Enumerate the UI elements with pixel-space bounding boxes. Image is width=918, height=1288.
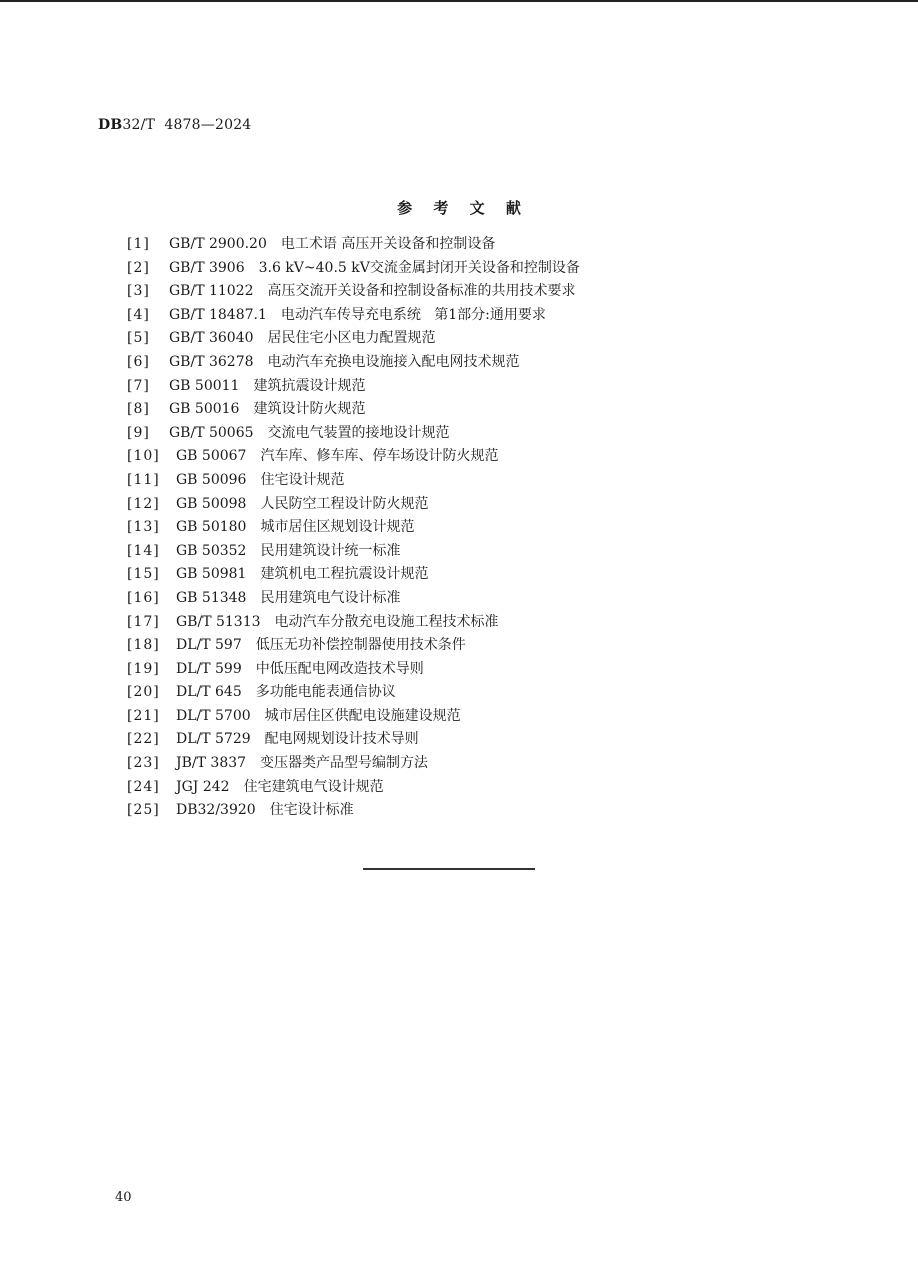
reference-number: [23] <box>127 755 160 772</box>
reference-code: GB 50352 <box>176 542 247 559</box>
reference-code: GB/T 36040 <box>169 330 254 347</box>
document-code-number: 32/T 4878—2024 <box>122 117 252 133</box>
reference-title: 高压交流开关设备和控制设备标准的共用技术要求 <box>267 283 576 300</box>
document-code-prefix: DB <box>98 117 123 133</box>
reference-number: [7] <box>127 377 150 394</box>
reference-number: [24] <box>127 778 160 795</box>
reference-item <box>127 469 580 493</box>
reference-title: 3.6 kV~40.5 kV交流金属封闭开关设备和控制设备 <box>258 259 580 276</box>
reference-title: 人民防空工程设计防火规范 <box>260 495 429 512</box>
reference-title: 城市居住区规划设计规范 <box>260 519 415 536</box>
reference-code: DB32/3920 <box>176 802 256 819</box>
reference-item <box>127 398 580 422</box>
top-border-line <box>0 0 918 2</box>
reference-code: DL/T 597 <box>176 637 242 654</box>
reference-title: 交流电气装置的接地设计规范 <box>267 424 450 441</box>
reference-title: 民用建筑电气设计标准 <box>260 589 401 606</box>
reference-code: GB/T 11022 <box>169 283 254 300</box>
reference-code: JGJ 242 <box>176 778 230 795</box>
reference-code: DL/T 645 <box>176 684 242 701</box>
reference-code: GB 50180 <box>176 519 247 536</box>
reference-item <box>127 233 580 257</box>
reference-number: [22] <box>127 731 160 748</box>
reference-item <box>127 705 580 729</box>
reference-number: [19] <box>127 660 160 677</box>
reference-number: [11] <box>127 471 160 488</box>
reference-code: DL/T 5729 <box>176 731 251 748</box>
reference-item <box>127 728 580 752</box>
reference-item <box>127 776 580 800</box>
reference-title: 中低压配电网改造技术导则 <box>255 660 424 677</box>
reference-item <box>127 634 580 658</box>
reference-item <box>127 351 580 375</box>
reference-number: [15] <box>127 566 160 583</box>
reference-item <box>127 658 580 682</box>
reference-title: 电动汽车分散充电设施工程技术标准 <box>274 613 499 630</box>
reference-item <box>127 563 580 587</box>
reference-code: GB/T 36278 <box>169 353 254 370</box>
reference-item <box>127 611 580 635</box>
reference-number: [10] <box>127 448 160 465</box>
reference-title: 电工术语 高压开关设备和控制设备 <box>280 236 496 252</box>
reference-code: GB 50981 <box>176 566 247 583</box>
reference-title: 低压无功补偿控制器使用技术条件 <box>255 637 466 654</box>
reference-code: GB/T 18487.1 <box>169 306 267 323</box>
reference-number: [9] <box>127 424 150 441</box>
reference-number: [2] <box>127 259 150 276</box>
reference-title: 汽车库、修车库、停车场设计防火规范 <box>260 448 499 465</box>
reference-item <box>127 540 580 564</box>
reference-title: 配电网规划设计技术导则 <box>264 731 419 748</box>
reference-title: 民用建筑设计统一标准 <box>260 542 401 559</box>
document-code-header <box>98 117 251 133</box>
reference-number: [3] <box>127 283 150 300</box>
reference-code: JB/T 3837 <box>176 755 247 772</box>
reference-title: 居民住宅小区电力配置规范 <box>267 330 436 347</box>
reference-code: GB/T 3906 <box>169 259 245 276</box>
reference-item <box>127 280 580 304</box>
reference-item <box>127 445 580 469</box>
reference-code: GB/T 51313 <box>176 613 261 630</box>
reference-number: [25] <box>127 802 160 819</box>
reference-title: 变压器类产品型号编制方法 <box>260 755 429 772</box>
reference-item <box>127 516 580 540</box>
reference-item <box>127 304 580 328</box>
reference-item <box>127 257 580 281</box>
reference-number: [12] <box>127 495 160 512</box>
reference-number: [16] <box>127 589 160 606</box>
reference-title: 住宅设计标准 <box>269 802 354 819</box>
reference-number: [6] <box>127 353 150 370</box>
reference-code: GB 50016 <box>169 401 240 418</box>
reference-number: [20] <box>127 684 160 701</box>
reference-item <box>127 422 580 446</box>
reference-title: 建筑设计防火规范 <box>253 401 366 418</box>
reference-item <box>127 327 580 351</box>
reference-code: GB/T 2900.20 <box>169 236 267 252</box>
reference-title: 建筑机电工程抗震设计规范 <box>260 566 429 583</box>
reference-number: [17] <box>127 613 160 630</box>
reference-code: GB 50096 <box>176 471 247 488</box>
reference-item <box>127 587 580 611</box>
page-number: 40 <box>115 1190 132 1205</box>
reference-code: DL/T 5700 <box>176 707 251 724</box>
reference-number: [18] <box>127 637 160 654</box>
reference-number: [5] <box>127 330 150 347</box>
reference-number: [8] <box>127 401 150 418</box>
reference-item <box>127 681 580 705</box>
reference-item <box>127 375 580 399</box>
reference-number: [13] <box>127 519 160 536</box>
reference-code: DL/T 599 <box>176 660 242 677</box>
reference-item <box>127 799 580 823</box>
section-title: 参 考 文 献 <box>397 199 529 217</box>
reference-number: [4] <box>127 306 150 323</box>
reference-title: 建筑抗震设计规范 <box>253 377 366 394</box>
reference-number: [21] <box>127 707 160 724</box>
reference-code: GB 51348 <box>176 589 247 606</box>
reference-number: [14] <box>127 542 160 559</box>
reference-code: GB 50011 <box>169 377 240 394</box>
reference-title: 多功能电能表通信协议 <box>255 684 396 701</box>
reference-code: GB 50067 <box>176 448 247 465</box>
reference-title: 住宅设计规范 <box>260 471 345 488</box>
reference-title: 电动汽车传导充电系统 第1部分:通用要求 <box>280 306 546 323</box>
reference-title: 城市居住区供配电设施建设规范 <box>264 707 461 724</box>
reference-item <box>127 752 580 776</box>
reference-title: 住宅建筑电气设计规范 <box>243 778 384 795</box>
reference-item <box>127 493 580 517</box>
reference-title: 电动汽车充换电设施接入配电网技术规范 <box>267 353 520 370</box>
reference-list <box>127 233 580 823</box>
reference-code: GB/T 50065 <box>169 424 254 441</box>
end-of-document-rule <box>363 868 535 870</box>
reference-code: GB 50098 <box>176 495 247 512</box>
reference-number: [1] <box>127 236 150 252</box>
